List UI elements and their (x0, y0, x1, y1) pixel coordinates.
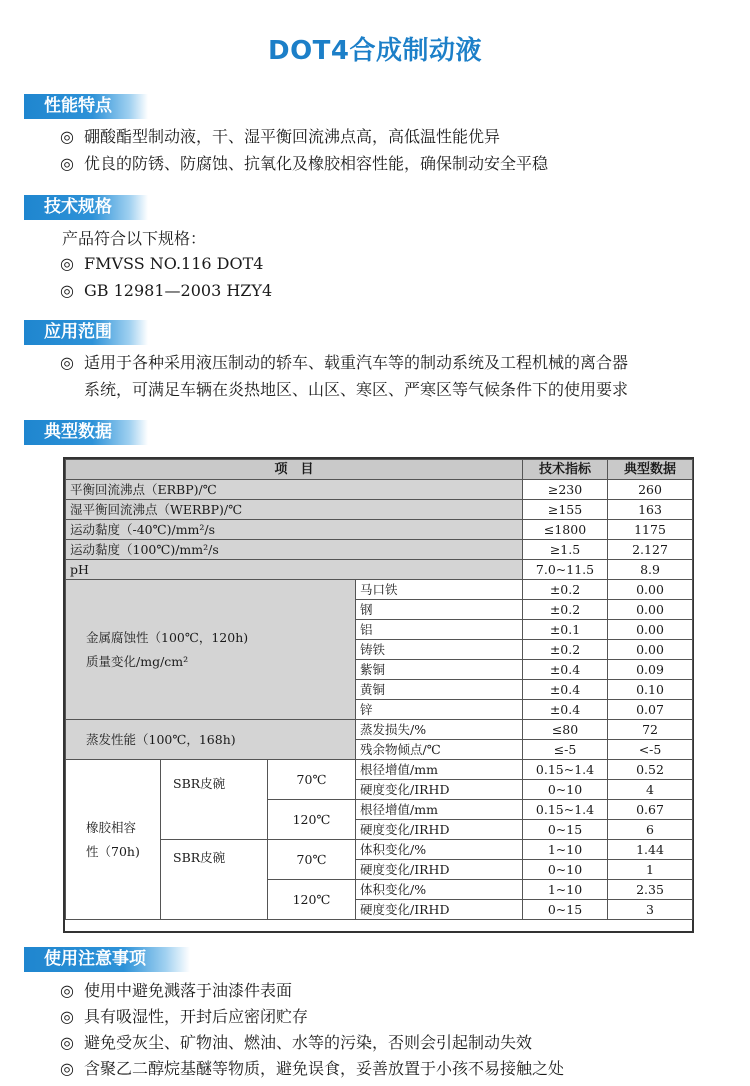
section-header-features: 性能特点 (24, 94, 148, 119)
note-item: ◎ 具有吸湿性，开封后应密闭贮存 (60, 1007, 309, 1026)
spec-item: ◎ FMVSS NO.116 DOT4 (60, 254, 264, 273)
table-row: pH 7.0~11.5 8.9 (66, 560, 693, 580)
table-row: 运动黏度（100℃)/mm²/s ≥1.5 2.127 (66, 540, 693, 560)
rubber-group-label: 橡胶相容 性（70h) (66, 760, 161, 920)
table-row: SBR皮碗 70℃ 体积变化/% 1~10 1.44 (66, 840, 693, 860)
table-row: 120℃ 体积变化/% 1~10 2.35 (66, 880, 693, 900)
table-row: 硬度变化/IRHD 0~10 4 (66, 780, 693, 800)
table-row: 硬度变化/IRHD 0~15 6 (66, 820, 693, 840)
section-header-application: 应用范围 (24, 320, 148, 345)
table-row: 湿平衡回流沸点（WERBP)/℃ ≥155 163 (66, 500, 693, 520)
table-row: 120℃ 根径增值/mm 0.15~1.4 0.67 (66, 800, 693, 820)
bullet-icon: ◎ (60, 254, 74, 273)
bullet-icon: ◎ (60, 981, 74, 1000)
section-header-specs: 技术规格 (24, 195, 148, 220)
table-row: 钢 ±0.2 0.00 (66, 600, 693, 620)
application-item-cont: 系统，可满足车辆在炎热地区、山区、寒区、严寒区等气候条件下的使用要求 (84, 380, 629, 399)
bullet-icon: ◎ (60, 127, 74, 146)
temp-label: 120℃ (268, 880, 356, 920)
note-item: ◎ 使用中避免溅落于油漆件表面 (60, 981, 293, 1000)
bullet-icon: ◎ (60, 281, 74, 300)
table-row: 平衡回流沸点（ERBP)/℃ ≥230 260 (66, 480, 693, 500)
corrosion-group-label: 金属腐蚀性（100℃，120h) 质量变化/mg/cm² (66, 580, 356, 720)
table-row: 硬度变化/IRHD 0~10 1 (66, 860, 693, 880)
bullet-icon: ◎ (60, 353, 74, 372)
evaporation-group-label: 蒸发性能（100℃，168h) (66, 720, 356, 760)
table-row: 硬度变化/IRHD 0~15 3 (66, 900, 693, 920)
page-title: DOT4合成制动液 (267, 36, 482, 66)
feature-item: ◎ 硼酸酯型制动液，干、湿平衡回流沸点高，高低温性能优异 (60, 127, 501, 146)
specs-intro: 产品符合以下规格： (62, 229, 207, 248)
cup-label: SBR皮碗 (161, 840, 268, 920)
table-row: 锌 ±0.4 0.07 (66, 700, 693, 720)
spec-item: ◎ GB 12981—2003 HZY4 (60, 281, 273, 300)
temp-label: 70℃ (268, 760, 356, 800)
note-item: ◎ 避免受灰尘、矿物油、燃油、水等的污染，否则会引起制动失效 (60, 1033, 533, 1052)
typical-data-table (63, 457, 694, 933)
temp-label: 70℃ (268, 840, 356, 880)
table-row: 橡胶相容 性（70h) SBR皮碗 70℃ 根径增值/mm 0.15~1.4 0.52 (66, 760, 693, 780)
table-row: 金属腐蚀性（100℃，120h) 质量变化/mg/cm² 马口铁 ±0.2 0.00 (66, 580, 693, 600)
section-header-typical: 典型数据 (24, 420, 148, 445)
col-header-typical: 典型数据 (608, 460, 693, 480)
note-item: ◎ 含聚乙二醇烷基醚等物质，避免误食，妥善放置于小孩不易接触之处 (60, 1059, 565, 1078)
bullet-icon: ◎ (60, 1007, 74, 1026)
table-row: 运动黏度（-40℃)/mm²/s ≤1800 1175 (66, 520, 693, 540)
col-header-item: 项 目 (66, 460, 523, 480)
cup-label: SBR皮碗 (161, 760, 268, 840)
bullet-icon: ◎ (60, 1033, 74, 1052)
section-header-notes: 使用注意事项 (24, 947, 190, 972)
col-header-spec: 技术指标 (523, 460, 608, 480)
temp-label: 120℃ (268, 800, 356, 840)
table-row: 蒸发性能（100℃，168h) 蒸发损失/% ≤80 72 (66, 720, 693, 740)
table-header-row (66, 460, 693, 480)
table-row: 铸铁 ±0.2 0.00 (66, 640, 693, 660)
bullet-icon: ◎ (60, 1059, 74, 1078)
table-row: 残余物倾点/℃ ≤-5 <-5 (66, 740, 693, 760)
table-row: 黄铜 ±0.4 0.10 (66, 680, 693, 700)
table-row: 紫铜 ±0.4 0.09 (66, 660, 693, 680)
feature-item: ◎ 优良的防锈、防腐蚀、抗氧化及橡胶相容性能，确保制动安全平稳 (60, 154, 549, 173)
table-row: 铝 ±0.1 0.00 (66, 620, 693, 640)
application-item: ◎ 适用于各种采用液压制动的轿车、载重汽车等的制动系统及工程机械的离合器 (60, 353, 629, 372)
bullet-icon: ◎ (60, 154, 74, 173)
